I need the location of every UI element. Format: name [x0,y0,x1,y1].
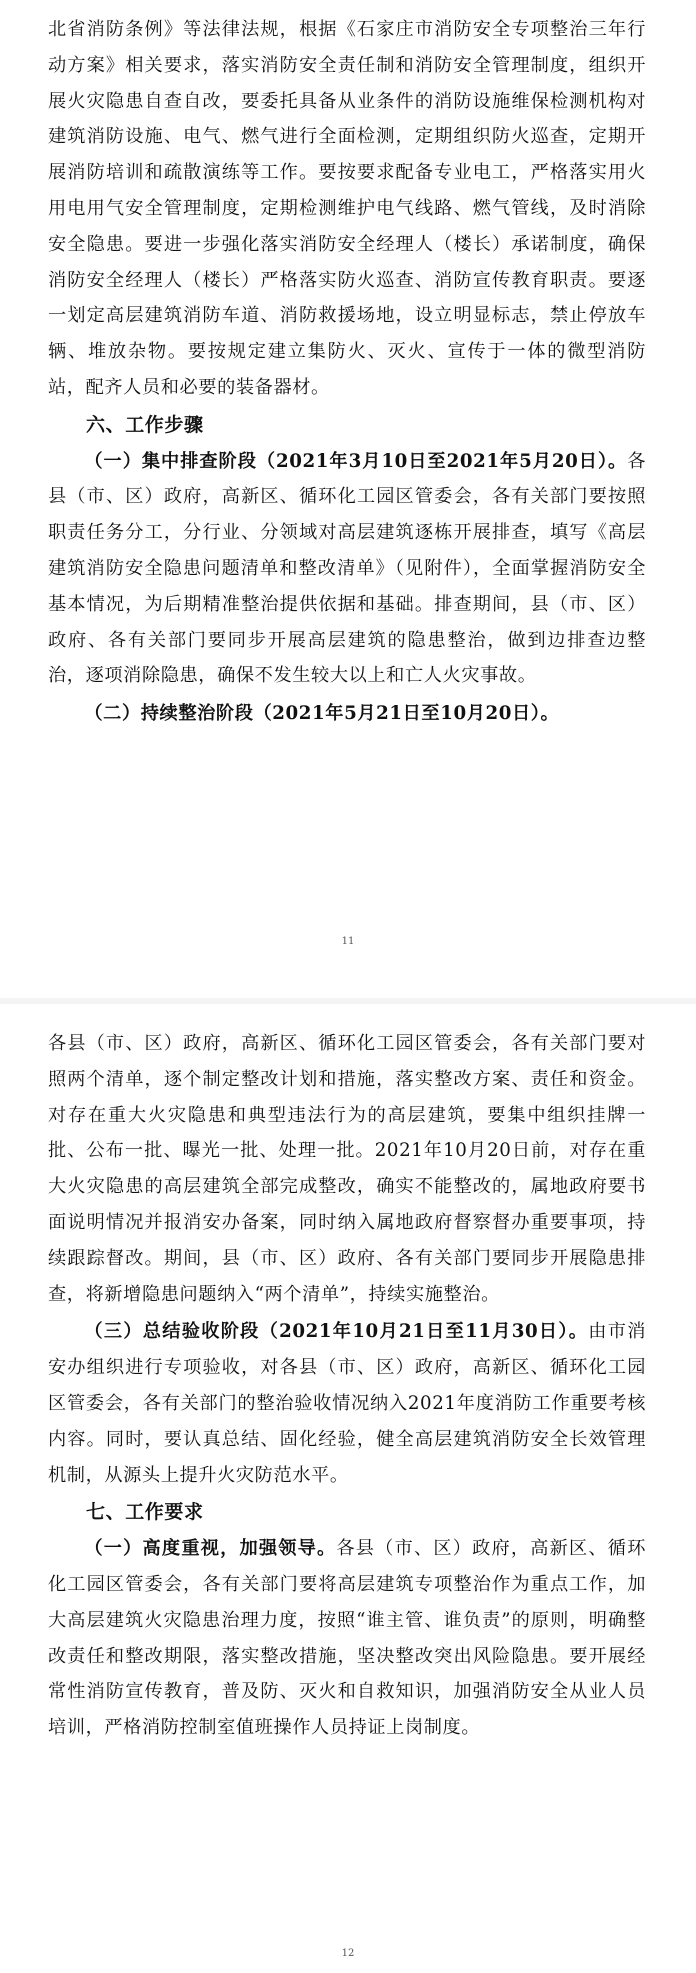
document-page-12 [0,1010,696,1973]
section-heading-work-steps: 六、工作步骤 [86,413,204,436]
step-2-paragraph [48,696,646,732]
continued-paragraph: 各县（市、区）政府，高新区、循环化工园区管委会，各有关部门要对照两个清单，逐个制定整改计划和措施，落实整改方案、责任和资金。对存在重大火灾隐患和典型违法行为的高层建筑，要集中组织挂牌一批、公布一批、曝光一批、处理一批。2021年10月20日前，对存在重大火灾隐患的高层建筑全部完成整改，确实不能整改的，属地政府要书面说明情况并报消安办备案，同时纳入属地政府督察督办重要事项，持续跟踪督改。期间，县（市、区）政府、各有关部门要同步开展隐患排查，将新增隐患问题纳入“两个清单”，持续实施整治。 [48,1033,646,1305]
requirement-1-body: 各县（市、区）政府，高新区、循环化工园区管委会，各有关部门要将高层建筑专项整治作为重点工作，加大高层建筑火灾隐患治理力度，按照“谁主管、谁负责”的原则，明确整改责任和整改期限，落实整改措施，坚决整改突出风险隐患。要开展经常性消防宣传教育，普及防、灭火和自救知识，加强消防安全从业人员培训，严格消防控制室值班操作人员持证上岗制度。 [48,1538,646,1739]
step-3-lead: （三）总结验收阶段（2021年10月21日至11月30日）。 [84,1321,589,1343]
requirement-1-lead: （一）高度重视，加强领导。 [84,1538,337,1560]
step-3-body: 由市消安办组织进行专项验收，对各县（市、区）政府，高新区、循环化工园区管委会，各有关部门的整治验收情况纳入2021年度消防工作重要考核内容。同时，要认真总结、固化经验，健全高层建筑消防安全长效管理机制，从源头上提升火灾防范水平。 [48,1321,646,1486]
step-2-lead: （二）持续整治阶段（2021年5月21日至10月20日）。 [84,703,560,725]
step-1-paragraph [48,444,646,695]
step-3-paragraph [48,1314,646,1493]
step-1-body: 各县（市、区）政府，高新区、循环化工园区管委会，各有关部门要按照职责任务分工，分行业、分领域对高层建筑逐栋开展排查，填写《高层建筑消防安全隐患问题清单和整改清单》（见附件），全面掌握消防安全基本情况，为后期精准整治提供依据和基础。排查期间，县（市、区）政府、各有关部门要同步开展高层建筑的隐患整治，做到边排查边整治，逐项消除隐患，确保不发生较大以上和亡人火灾事故。 [48,450,646,687]
section-heading-work-requirements: 七、工作要求 [86,1501,204,1524]
page-divider [0,998,696,1004]
step-1-lead: （一）集中排查阶段（2021年3月10日至2021年5月20日）。 [84,450,628,472]
page-number: 12 [341,1948,355,1959]
continued-paragraph: 北省消防条例》等法律法规，根据《石家庄市消防安全专项整治三年行动方案》相关要求，落实消防安全责任制和消防安全管理制度，组织开展火灾隐患自查自改，要委托具备从业条件的消防设施维保检测机构对建筑消防设施、电气、燃气进行全面检测，定期组织防火巡查，定期开展消防培训和疏散演练等工作。要按要求配备专业电工，严格落实用火用电用气安全管理制度，定期检测维护电气线路、燃气管线，及时消除安全隐患。要进一步强化落实消防安全经理人（楼长）承诺制度，确保消防安全经理人（楼长）严格落实防火巡查、消防宣传教育职责。要逐一划定高层建筑消防车道、消防救援场地，设立明显标志，禁止停放车辆、堆放杂物。要按规定建立集防火、灭火、宣传于一体的微型消防站，配齐人员和必要的装备器材。 [48,19,646,398]
page-number: 11 [341,936,355,947]
requirement-1-paragraph [48,1531,646,1746]
